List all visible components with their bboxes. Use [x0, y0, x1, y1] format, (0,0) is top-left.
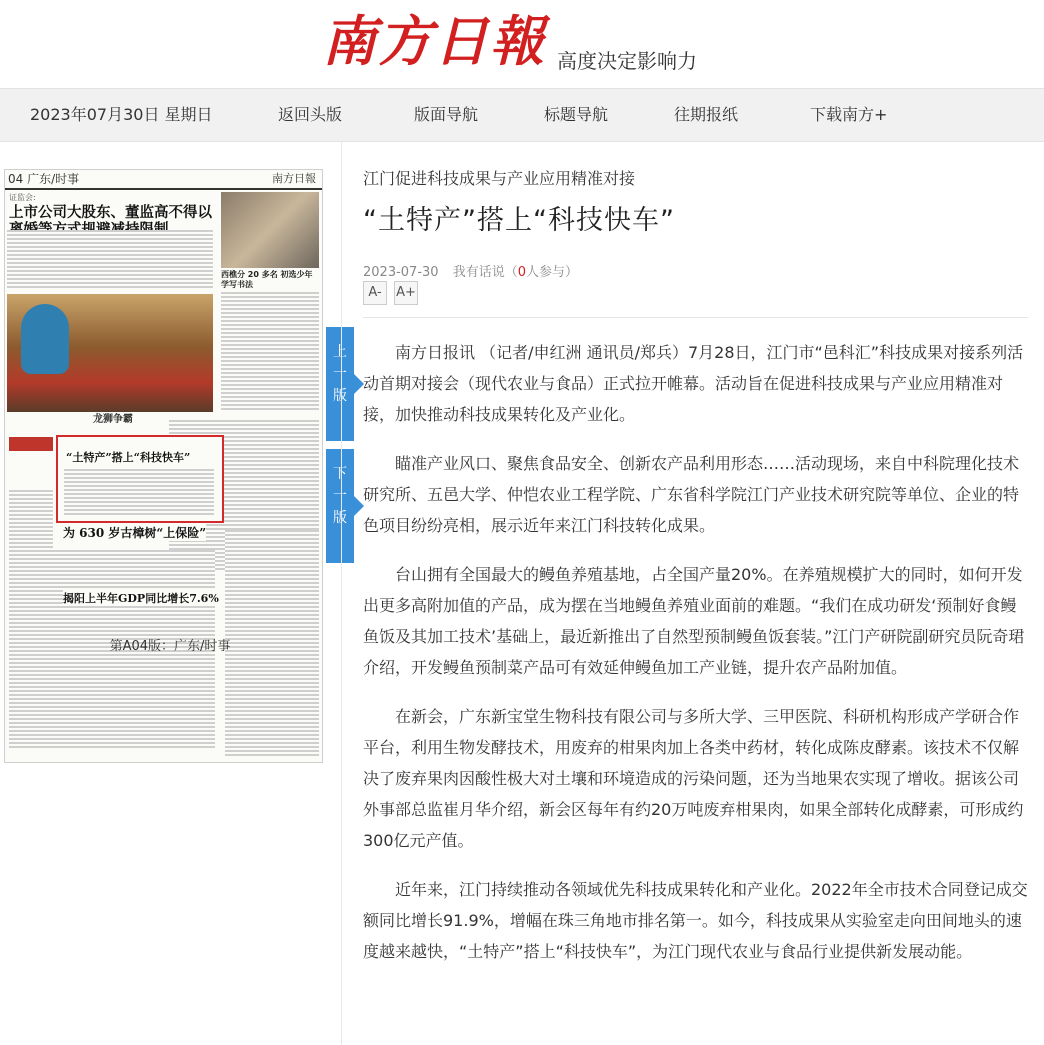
article-date: 2023-07-30 [363, 265, 439, 280]
newspaper-logo[interactable]: 南方日報 [322, 9, 546, 73]
article-title: “土特产”搭上“科技快车” [363, 205, 675, 236]
lion-dance-caption: 龙狮争霸 [93, 414, 133, 425]
text-block [221, 292, 319, 412]
thumb-headline-gdp[interactable]: 揭阳上半年GDP同比增长7.6% [63, 592, 219, 605]
next-char: 版 [333, 510, 347, 526]
text-block [7, 230, 213, 290]
article-panel [341, 141, 1044, 1045]
prev-char: 版 [333, 388, 347, 404]
article-paragraph: 瞄准产业风口、聚焦食品安全、创新农产品利用形态……活动现场，来自中科院理化技术研究所、五邑大学、仲恺农业工程学院、广东省科学院江门产业技术研究院等单位、企业的特色项目纷纷亮相，展示近年来江门科技转化成果。 [363, 454, 1020, 535]
top-nav [0, 88, 1044, 142]
newspaper-page-thumbnail[interactable] [4, 169, 323, 763]
site-header [0, 0, 1044, 88]
highlighted-article-box[interactable] [56, 435, 224, 523]
article-paragraph: 近年来，江门持续推动各领域优先科技成果转化和产业化。2022年全市技术合同登记成交额同比增长91.9%，增幅在珠三角地市排名第一。如今，科技成果从实验室走向田间地头的速度越来越快，“土特产”搭上“科技快车”，为江门现代农业与食品行业提供新发展动能。 [363, 880, 1028, 961]
article-subtitle: 江门促进科技成果与产业应用精准对接 [363, 169, 636, 188]
calligraphy-photo [221, 192, 319, 268]
comment-link[interactable]: 我有话说 [452, 265, 505, 280]
calligraphy-caption: 西樵分 20 多名 初选少年学写书法 [221, 270, 313, 289]
next-char: 下 [333, 466, 347, 482]
text-block [64, 469, 214, 515]
lion-dance-photo[interactable] [7, 294, 213, 412]
article-meta [363, 261, 578, 280]
nav-home-link[interactable]: 返回头版 [278, 105, 343, 124]
page-header-bar [5, 170, 322, 190]
nav-past-issues-link[interactable]: 往期报纸 [674, 105, 739, 124]
nav-title-navigation-link[interactable]: 标题导航 [544, 105, 609, 124]
thumb-headline-camphor[interactable]: 为 630 岁古樟树“上保险” [63, 526, 207, 540]
font-decrease-button[interactable]: A- [363, 281, 387, 305]
nav-download-app-link[interactable]: 下载南方+ [810, 105, 888, 124]
font-increase-button[interactable]: A+ [394, 281, 418, 305]
article-paragraph: 在新会，广东新宝堂生物科技有限公司与多所大学、三甲医院、科研机构形成产学研合作平台，利用生物发酵技术，用废弃的柑果肉加上各类中药材，转化成陈皮酵素。该技术不仅解决了废弃果肉因酸性极大对土壤和环境造成的污染问题，还为当地果农实现了增收。据该公司外事部总监崔月华介绍，新会区每年有约20万吨废弃柑果肉，如果全部转化成酵素，可形成约300亿元产值。 [363, 707, 1024, 850]
article-body [363, 337, 1029, 985]
text-block [9, 610, 215, 750]
article-paragraph: 台山拥有全国最大的鳗鱼养殖基地，占全国产量20%。在养殖规模扩大的同时，如何开发出更多高附加值的产品，成为摆在当地鳗鱼养殖业面前的难题。“我们在成功研发‘预制好食鳗鱼饭及其加工技术’基础上，最近新推出了自然型预制鳗鱼饭套装。”江门产研院副研究员阮奇珺介绍，开发鳗鱼预制菜产品可有效延伸鳗鱼加工产业链，提升农产品附加值。 [363, 565, 1025, 677]
article-paragraph: 南方日报讯 （记者/申红洲 通讯员/郑兵）7月28日，江门市“邑科汇”科技成果对接系列活动首期对接会（现代农业与食品）正式拉开帷幕。活动旨在促进科技成果与产业应用精准对接，加快推动科技成果转化及产业化。 [363, 343, 1024, 424]
prev-char: 一 [333, 366, 347, 382]
lion-figure [21, 304, 69, 374]
prev-char: 上 [333, 344, 347, 360]
participants-suffix: 人参与） [526, 265, 579, 280]
divider [363, 317, 1028, 318]
page-label[interactable]: 第A04版：广东/时事 [109, 639, 231, 654]
small-label: 证监会: [9, 193, 36, 202]
slogan: 高度决定影响力 [557, 49, 697, 73]
participants-prefix: （ [504, 265, 518, 280]
ad-logo [9, 437, 53, 451]
page-number: 04 广东/时事 [8, 172, 80, 186]
page-masthead: 南方日報 [272, 172, 316, 185]
nav-date: 2023年07月30日 星期日 [30, 105, 213, 124]
next-char: 一 [333, 488, 347, 504]
nav-page-navigation-link[interactable]: 版面导航 [414, 105, 479, 124]
thumb-headline-shareholders[interactable]: 上市公司大股东、董监高不得以 [9, 204, 212, 221]
highlighted-article-title: “土特产”搭上“科技快车” [66, 451, 191, 464]
page-thumbnail-column [0, 141, 340, 1045]
participants-count: 0 [517, 265, 527, 280]
